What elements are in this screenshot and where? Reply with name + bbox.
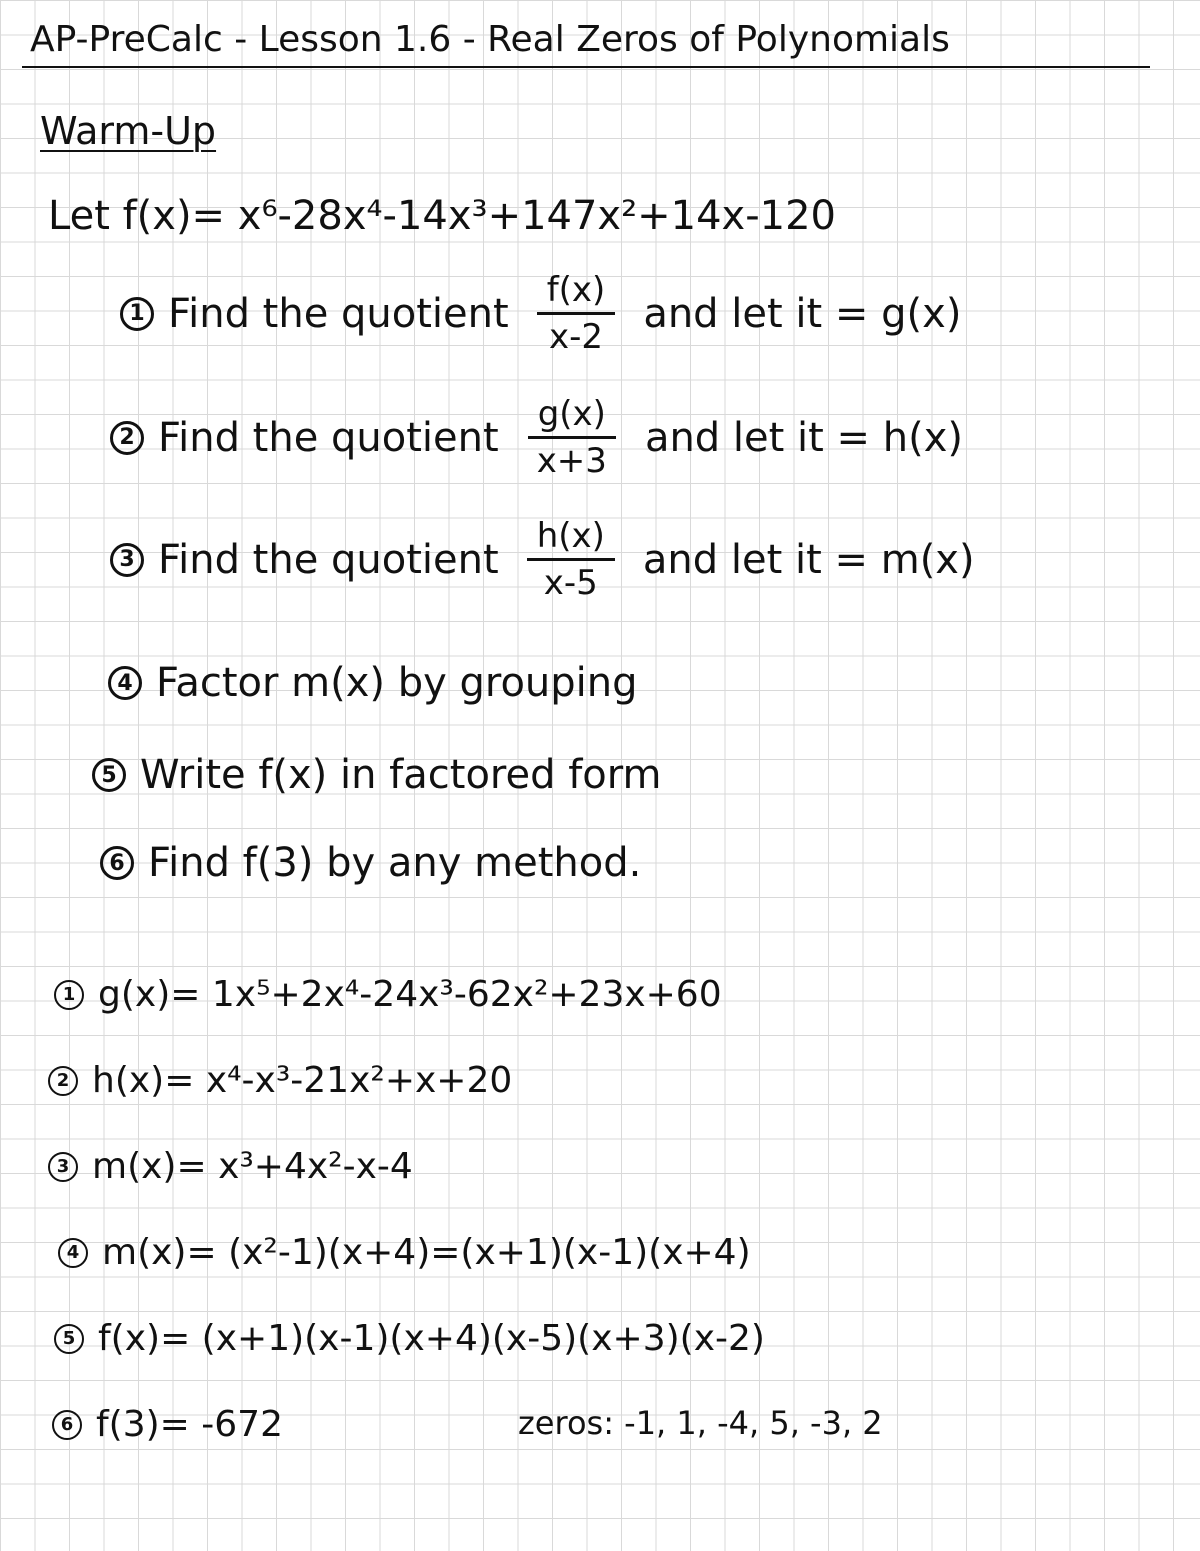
step-number-badge: 1	[120, 297, 154, 331]
answer-number-badge: 3	[48, 1152, 78, 1182]
task-instruction: Factor m(x) by grouping	[156, 660, 638, 706]
step-number-badge: 5	[92, 758, 126, 792]
task-item	[110, 394, 963, 481]
step-number-badge: 3	[110, 543, 144, 577]
answer-text: h(x)= x⁴-x³-21x²+x+20	[92, 1060, 513, 1101]
function-definition: Let f(x)= x⁶-28x⁴-14x³+147x²+14x-120	[48, 193, 837, 239]
task-suffix: and let it = h(x)	[644, 414, 964, 461]
fraction-denominator: x-2	[548, 317, 604, 357]
answer-text: m(x)= (x²-1)(x+4)=(x+1)(x-1)(x+4)	[102, 1232, 751, 1273]
fraction	[527, 394, 617, 481]
fraction-denominator: x+3	[536, 441, 607, 481]
fraction-numerator: h(x)	[527, 516, 615, 561]
page-title: AP-PreCalc - Lesson 1.6 - Real Zeros of Polynomials	[30, 19, 950, 60]
answer-number-badge: 5	[54, 1324, 84, 1354]
answer-item	[54, 974, 722, 1015]
answer-text: f(x)= (x+1)(x-1)(x+4)(x-5)(x+3)(x-2)	[98, 1318, 765, 1359]
step-number-badge: 2	[110, 421, 144, 455]
task-item	[108, 660, 638, 706]
task-suffix: and let it = m(x)	[642, 536, 975, 583]
answer-item	[48, 1146, 413, 1187]
task-item	[110, 516, 975, 603]
fraction-numerator: f(x)	[537, 270, 616, 315]
answer-text: g(x)= 1x⁵+2x⁴-24x³-62x²+23x+60	[98, 974, 722, 1015]
task-instruction: Find the quotient	[158, 414, 499, 461]
answer-number-badge: 6	[52, 1410, 82, 1440]
task-item	[100, 840, 641, 886]
answer-item	[58, 1232, 751, 1273]
task-instruction: Find the quotient	[168, 290, 509, 337]
answer-number-badge: 1	[54, 980, 84, 1010]
task-instruction: Find f(3) by any method.	[148, 840, 642, 886]
step-number-badge: 4	[108, 666, 142, 700]
task-instruction: Write f(x) in factored form	[140, 752, 662, 798]
answer-number-badge: 2	[48, 1066, 78, 1096]
fraction-numerator: g(x)	[528, 394, 616, 439]
task-item	[120, 270, 961, 357]
step-number-badge: 6	[100, 846, 134, 880]
task-instruction: Find the quotient	[158, 536, 499, 583]
fraction	[537, 270, 616, 357]
zeros-list: zeros: -1, 1, -4, 5, -3, 2	[518, 1404, 883, 1442]
task-item	[92, 752, 661, 798]
task-suffix: and let it = g(x)	[643, 290, 962, 337]
fraction-denominator: x-5	[543, 563, 598, 603]
answer-item	[48, 1060, 512, 1101]
fraction	[527, 516, 615, 603]
answer-item	[54, 1318, 765, 1359]
answer-number-badge: 4	[58, 1238, 88, 1268]
answer-item	[52, 1404, 283, 1445]
title-underline	[22, 66, 1150, 68]
answer-text: f(3)= -672	[96, 1404, 283, 1445]
section-heading: Warm-Up	[40, 109, 217, 153]
answer-text: m(x)= x³+4x²-x-4	[92, 1146, 413, 1187]
